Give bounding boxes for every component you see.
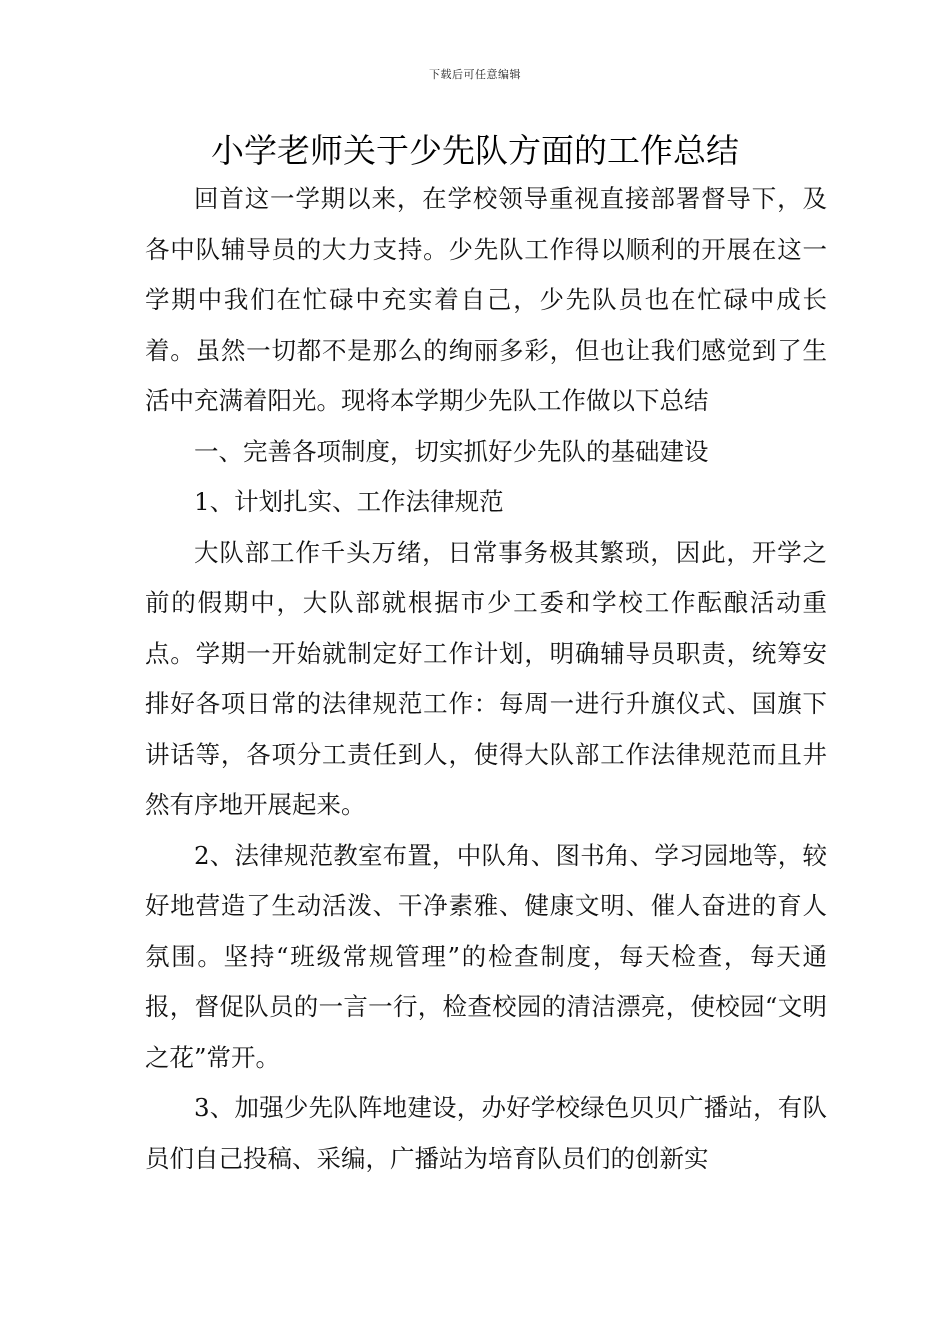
page-title: 小学老师关于少先队方面的工作总结 — [211, 131, 739, 170]
paragraph-broadcast: 3、加强少先队阵地建设，办好学校绿色贝贝广播站，有队员们自己投稿、采编，广播站为培育队员们的创新实 — [145, 1093, 827, 1173]
paragraph-planning: 大队部工作千头万绪，日常事务极其繁琐，因此，开学之前的假期中，大队部就根据市少工委和学校工作酝酿活动重点。学期一开始就制定好工作计划，明确辅导员职责，统筹安排好各项日常的法律规范工作：每周一进行升旗仪式、国旗下讲话等，各项分工责任到人，使得大队部工作法律规范而且井然有序地开展起来。 — [145, 537, 827, 819]
header-note: 下载后可任意编辑 — [429, 68, 521, 81]
subsection-heading-1: 1、计划扎实、工作法律规范 — [194, 487, 504, 516]
paragraph-intro: 回首这一学期以来，在学校领导重视直接部署督导下，及各中队辅导员的大力支持。少先队工作得以顺利的开展在这一学期中我们在忙碌中充实着自己，少先队员也在忙碌中成长着。虽然一切都不是那么的绚丽多彩，但也让我们感觉到了生活中充满着阳光。现将本学期少先队工作做以下总结 — [145, 184, 827, 415]
section-heading-1: 一、完善各项制度，切实抓好少先队的基础建设 — [194, 436, 709, 466]
document-body — [145, 174, 827, 1184]
paragraph-classroom: 2、法律规范教室布置，中队角、图书角、学习园地等，较好地营造了生动活泼、干净素雅、健康文明、催人奋进的育人氛围。坚持“班级常规管理”的检查制度，每天检查，每天通报，督促队员的一言一行，检查校园的清洁漂亮，使校园“文明之花”常开。 — [145, 840, 827, 1072]
